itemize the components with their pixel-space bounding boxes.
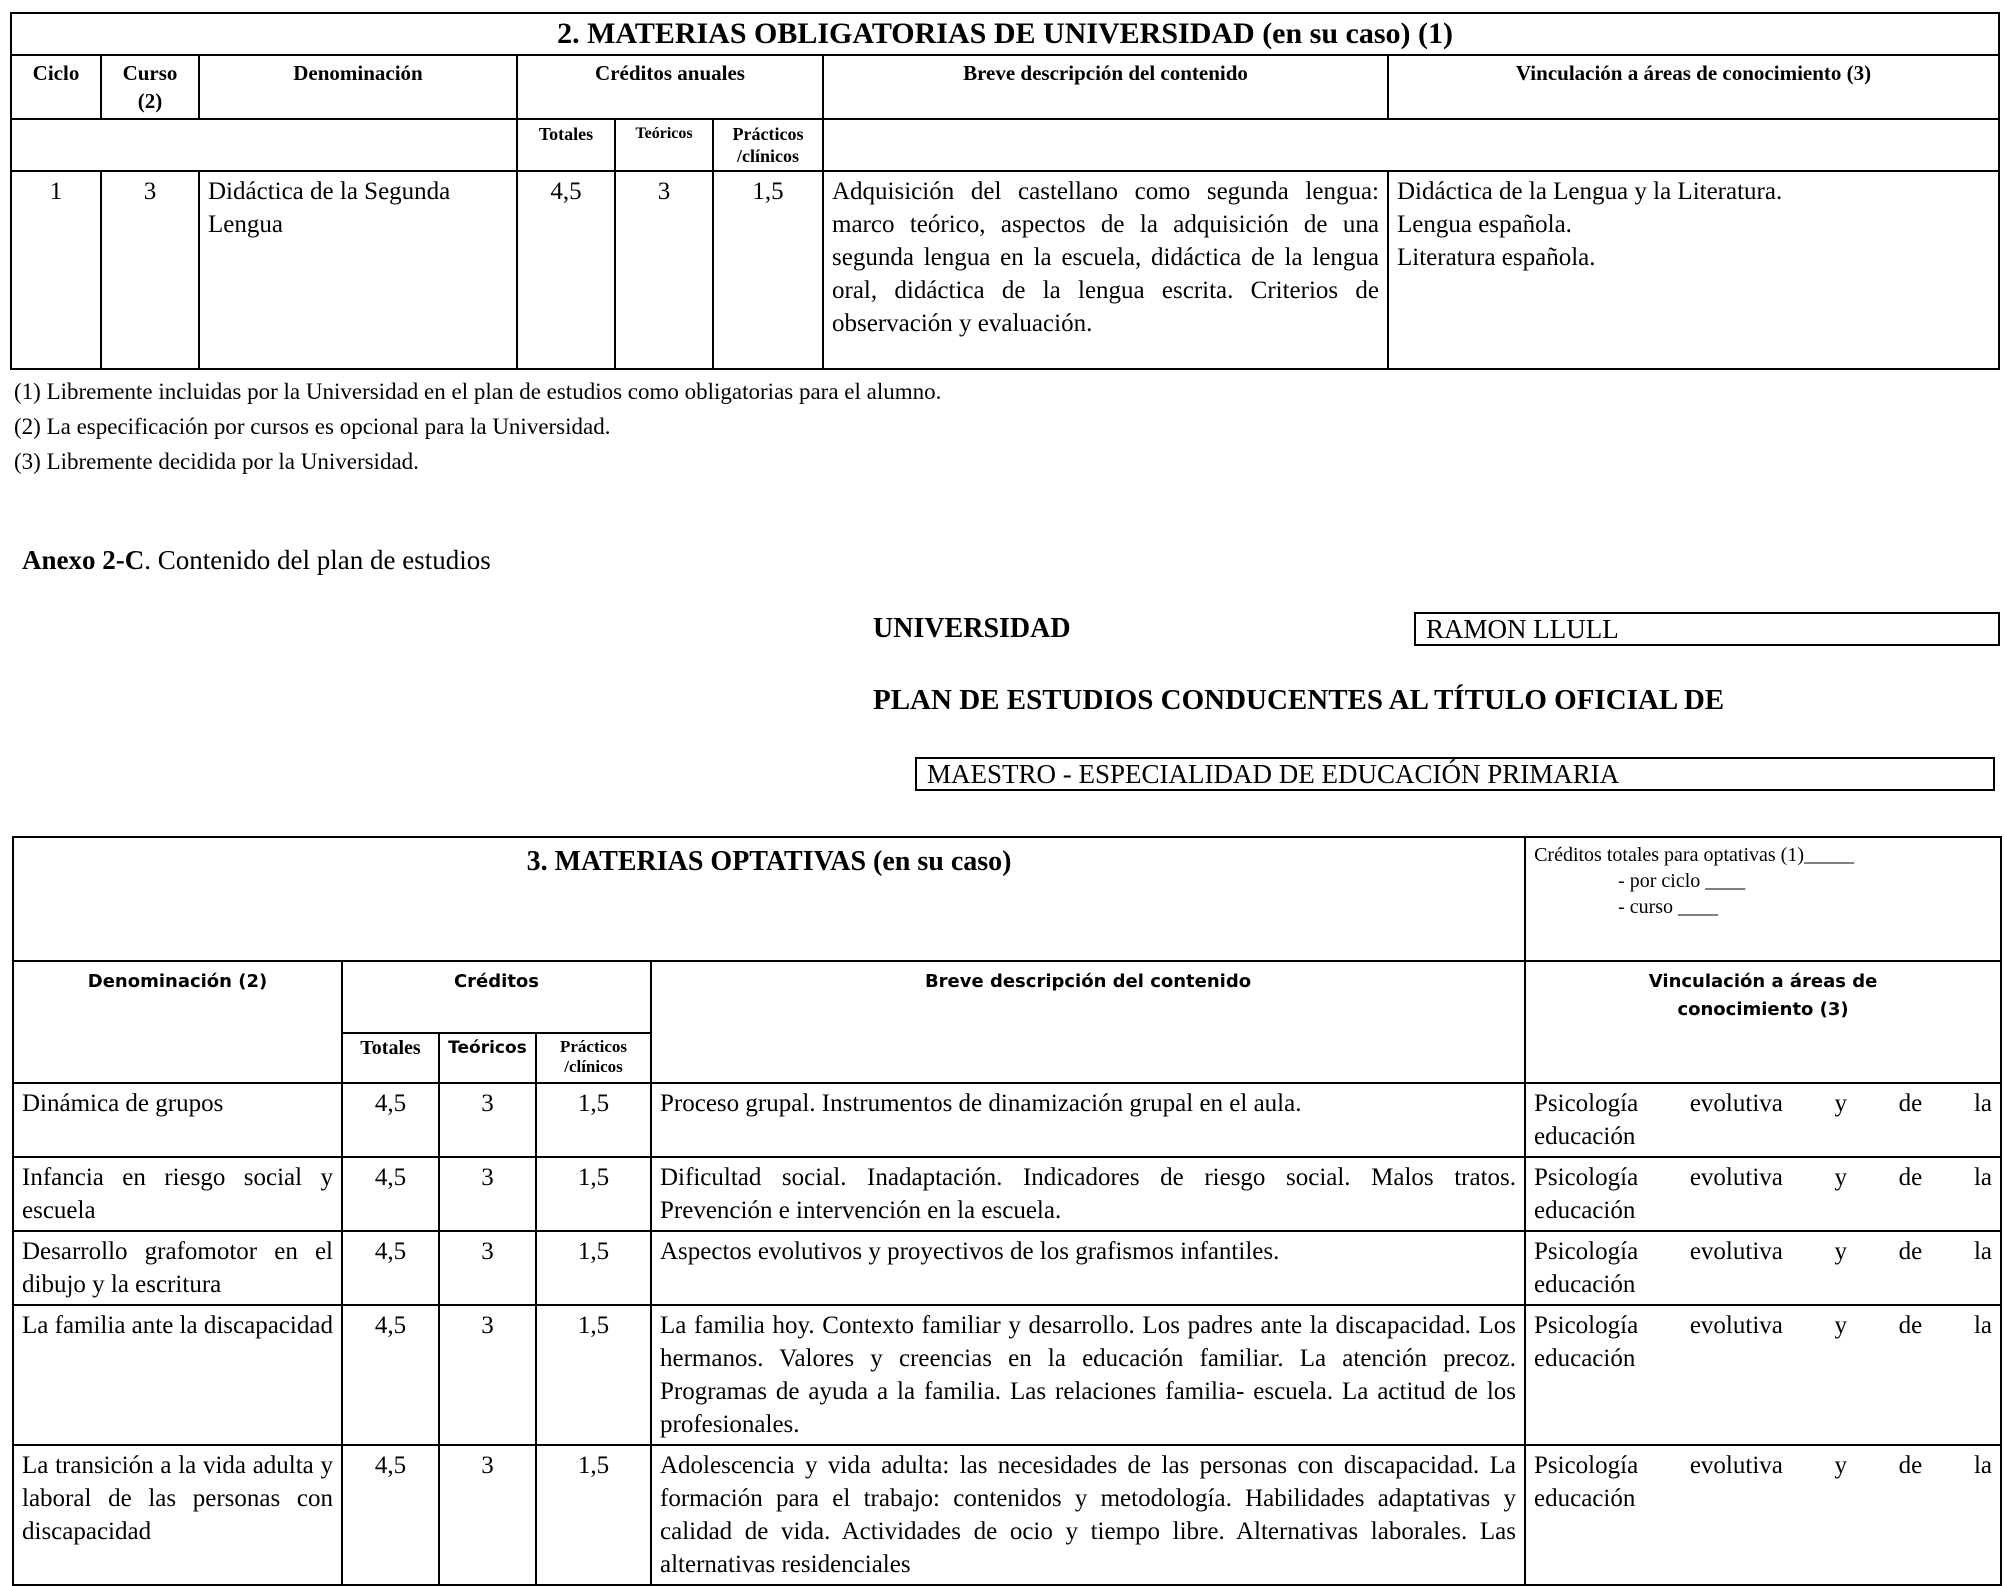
- titulo-value: MAESTRO - ESPECIALIDAD DE EDUCACIÓN PRIMARIA: [915, 757, 1995, 791]
- footnote-1: (1) Libremente incluidas por la Universidad en el plan de estudios como obligatorias para el alumno.: [14, 379, 942, 404]
- cell-ciclo: 1: [11, 171, 101, 369]
- header-practicos: Prácticos /clínicos: [536, 1033, 651, 1083]
- cell-vinculacion: [1525, 1231, 2001, 1305]
- cell-totales: 4,5: [342, 1083, 439, 1157]
- vinculacion-line-2: educación: [1534, 1485, 1636, 1512]
- cell-descripcion: Dificultad social. Inadaptación. Indicadores de riesgo social. Malos tratos. Prevención e intervención en la escuela.: [651, 1157, 1525, 1231]
- cell-totales: 4,5: [342, 1445, 439, 1585]
- cell-teoricos: 3: [439, 1083, 536, 1157]
- creditos-totales-box: [1525, 837, 2001, 961]
- vinculacion-word: y: [1834, 1090, 1848, 1117]
- vinculacion-line-2: educación: [1534, 1197, 1636, 1224]
- cell-descripcion: Adolescencia y vida adulta: las necesidades de las personas con discapacidad. La formación para el trabajo: contenidos y metodología. Habilidades adaptativas y calidad de vida. Actividades de ocio y tiempo libre. Alternativas laborales. Las alternativas residenciales: [651, 1445, 1525, 1585]
- vinculacion-word: la: [1973, 1164, 1992, 1191]
- table-row: [13, 1157, 2001, 1231]
- vinculacion-line: [1534, 1161, 1992, 1194]
- vinculacion-word: Psicología: [1534, 1452, 1639, 1479]
- cell-practicos: 1,5: [536, 1157, 651, 1231]
- cell-teoricos: 3: [439, 1305, 536, 1445]
- obligatorias-table: [10, 12, 2000, 370]
- header-creditos: Créditos: [342, 961, 651, 1033]
- header-teoricos: Teóricos: [615, 119, 713, 171]
- vinculacion-word: evolutiva: [1689, 1312, 1783, 1339]
- cell-denominacion: La transición a la vida adulta y laboral de las personas con discapacidad: [13, 1445, 342, 1585]
- cell-teoricos: 3: [439, 1445, 536, 1585]
- cell-descripcion: Aspectos evolutivos y proyectivos de los grafismos infantiles.: [651, 1231, 1525, 1305]
- header-vinculacion: Vinculación a áreas de conocimiento (3): [1525, 961, 2001, 1083]
- table-row: [13, 1231, 2001, 1305]
- header-totales: Totales: [342, 1033, 439, 1083]
- cell-teoricos: 3: [615, 171, 713, 369]
- vinculacion-line: Lengua española.: [1397, 211, 1572, 238]
- cell-vinculacion: [1525, 1305, 2001, 1445]
- header-denominacion: Denominación (2): [13, 961, 342, 1083]
- optativas-title: 3. MATERIAS OPTATIVAS (en su caso): [13, 837, 1525, 961]
- cell-vinculacion: [1388, 171, 1999, 369]
- header-creditos-anuales: Créditos anuales: [517, 55, 823, 119]
- curso-line: - curso ____: [1618, 896, 1719, 918]
- anexo-label: Anexo 2-C: [22, 545, 145, 575]
- cell-descripcion: La familia hoy. Contexto familiar y desarrollo. Los padres ante la discapacidad. Los hermanos. Valores y creencias en la educación familiar. La atención precoz. Programas de ayuda a la familia. Las relaciones familia- escuela. La actitud de los profesionales.: [651, 1305, 1525, 1445]
- plan-title: PLAN DE ESTUDIOS CONDUCENTES AL TÍTULO OFICIAL DE: [873, 684, 1725, 716]
- anexo-heading: [22, 544, 491, 576]
- vinculacion-word: de: [1898, 1238, 1923, 1265]
- cell-practicos: 1,5: [536, 1445, 651, 1585]
- vinculacion-word: Psicología: [1534, 1164, 1639, 1191]
- footnote-2: (2) La especificación por cursos es opcional para la Universidad.: [14, 414, 611, 439]
- vinculacion-line: [1534, 1235, 1992, 1268]
- header-vinculacion: Vinculación a áreas de conocimiento (3): [1388, 55, 1999, 119]
- cell-totales: 4,5: [517, 171, 615, 369]
- universidad-value: RAMON LLULL: [1414, 612, 2000, 646]
- cell-denominacion: Desarrollo grafomotor en el dibujo y la escritura: [13, 1231, 342, 1305]
- blank-cell: [11, 119, 517, 171]
- vinculacion-word: de: [1898, 1312, 1923, 1339]
- header-denominacion: Denominación: [199, 55, 517, 119]
- cell-denominacion: La familia ante la discapacidad: [13, 1305, 342, 1445]
- footnote-3: (3) Libremente decidida por la Universidad.: [14, 449, 419, 474]
- blank-cell: [823, 119, 1999, 171]
- vinculacion-line-2: educación: [1534, 1271, 1636, 1298]
- vinculacion-line: Didáctica de la Lengua y la Literatura.: [1397, 178, 1783, 205]
- cell-denominacion: Infancia en riesgo social y escuela: [13, 1157, 342, 1231]
- header-ciclo: Ciclo: [11, 55, 101, 119]
- header-practicos: Prácticos /clínicos: [713, 119, 823, 171]
- cell-vinculacion: [1525, 1445, 2001, 1585]
- vinculacion-line: [1534, 1087, 1992, 1120]
- vinculacion-word: evolutiva: [1689, 1238, 1783, 1265]
- vinculacion-word: evolutiva: [1689, 1452, 1783, 1479]
- vinculacion-word: y: [1834, 1238, 1848, 1265]
- cell-teoricos: 3: [439, 1157, 536, 1231]
- header-curso: Curso (2): [101, 55, 199, 119]
- vinculacion-word: y: [1834, 1452, 1848, 1479]
- vinculacion-word: la: [1973, 1452, 1992, 1479]
- optativas-body: [12, 1082, 2002, 1586]
- vinculacion-word: evolutiva: [1689, 1164, 1783, 1191]
- cell-practicos: 1,5: [713, 171, 823, 369]
- header-descripcion: Breve descripción del contenido: [823, 55, 1388, 119]
- cell-vinculacion: [1525, 1083, 2001, 1157]
- table-row: [13, 1083, 2001, 1157]
- table-row: [13, 1305, 2001, 1445]
- vinculacion-word: Psicología: [1534, 1312, 1639, 1339]
- cell-totales: 4,5: [342, 1231, 439, 1305]
- cell-practicos: 1,5: [536, 1305, 651, 1445]
- cell-curso: 3: [101, 171, 199, 369]
- vinculacion-line: Literatura española.: [1397, 244, 1596, 271]
- cell-totales: 4,5: [342, 1157, 439, 1231]
- vinculacion-line: [1534, 1309, 1992, 1342]
- cell-descripcion: Adquisición del castellano como segunda lengua: marco teórico, aspectos de la adquisición de una segunda lengua en la escuela, didáctica de la lengua oral, didáctica de la lengua escrita. Criterios de observación y evaluación.: [823, 171, 1388, 369]
- vinculacion-word: la: [1973, 1238, 1992, 1265]
- cell-vinculacion: [1525, 1157, 2001, 1231]
- cell-denominacion: Didáctica de la Segunda Lengua: [199, 171, 517, 369]
- vinculacion-word: y: [1834, 1164, 1848, 1191]
- por-ciclo-line: - por ciclo ____: [1618, 870, 1746, 892]
- table-row: [13, 1445, 2001, 1585]
- cell-totales: 4,5: [342, 1305, 439, 1445]
- vinculacion-word: de: [1898, 1452, 1923, 1479]
- vinculacion-word: y: [1834, 1312, 1848, 1339]
- vinculacion-line-2: educación: [1534, 1123, 1636, 1150]
- header-teoricos: Teóricos: [439, 1033, 536, 1083]
- vinculacion-word: de: [1898, 1164, 1923, 1191]
- header-totales: Totales: [517, 119, 615, 171]
- vinculacion-line: [1534, 1449, 1992, 1482]
- cell-practicos: 1,5: [536, 1083, 651, 1157]
- anexo-text: . Contenido del plan de estudios: [144, 545, 491, 575]
- universidad-label: UNIVERSIDAD: [873, 613, 1071, 644]
- vinculacion-word: Psicología: [1534, 1238, 1639, 1265]
- optativas-table: [12, 836, 2002, 1084]
- vinculacion-line-2: educación: [1534, 1345, 1636, 1372]
- cell-practicos: 1,5: [536, 1231, 651, 1305]
- cell-denominacion: Dinámica de grupos: [13, 1083, 342, 1157]
- obligatorias-title: 2. MATERIAS OBLIGATORIAS DE UNIVERSIDAD (en su caso) (1): [11, 13, 1999, 55]
- vinculacion-word: la: [1973, 1312, 1992, 1339]
- creditos-totales-line: Créditos totales para optativas (1)_____: [1534, 844, 1854, 866]
- vinculacion-word: de: [1898, 1090, 1923, 1117]
- vinculacion-word: la: [1973, 1090, 1992, 1117]
- vinculacion-word: evolutiva: [1689, 1090, 1783, 1117]
- vinculacion-word: Psicología: [1534, 1090, 1639, 1117]
- cell-descripcion: Proceso grupal. Instrumentos de dinamización grupal en el aula.: [651, 1083, 1525, 1157]
- cell-teoricos: 3: [439, 1231, 536, 1305]
- header-descripcion: Breve descripción del contenido: [651, 961, 1525, 1083]
